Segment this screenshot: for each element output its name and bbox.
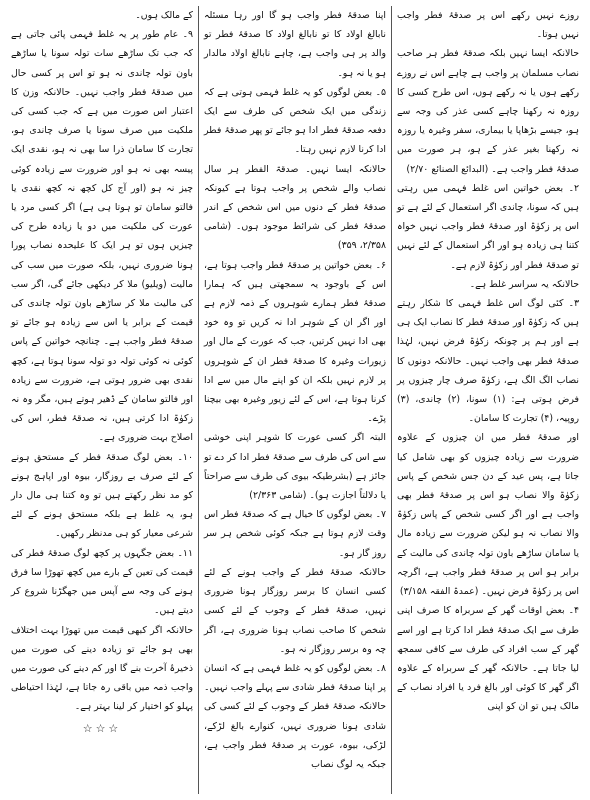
paragraph: اپنا صدقۂ فطر واجب ہو گا اور رہا مسئلہ نابالغ اولاد کا تو نابالغ اولاد کا صدقۂ فطر تو والد پر ہی واجب ہے، چاہے نابالغ اولاد مالدار ہو یا نہ ہو۔: [204, 10, 386, 79]
paragraph: ۷۔ بعض لوگوں کا خیال ہے کہ صدقۂ فطر اس وقت لازم ہوتا ہے جبکہ کوئی شخص ہر سر روز گار ہو۔: [204, 509, 386, 559]
paragraph: ۳۔ کئی لوگ اس غلط فہمی کا شکار رہتے ہیں کہ زکوٰۃ اور صدقۂ فطر کا نصاب ایک ہی ہے اور ہم پر چونکہ زکوٰۃ فرض نہیں، لہٰذا صدقۂ فطر بھی واجب نہیں۔ حالانکہ دونوں کا نصاب الگ الگ ہے، زکوٰۃ صرف چار چیزوں پر فرض ہوتی ہے: (۱) سونا، (۲) چاندی، (۳) روپیہ، (۴) تجارت کا سامان۔: [397, 298, 579, 425]
article-page: [6, 6, 584, 794]
paragraph: اور صدقۂ فطر میں ان چیزوں کے علاوہ ضرورت سے زیادہ چیزوں کو بھی شامل کیا جاتا ہے، پس عید کے دن جس شخص کے پاس زکوٰۃ والا نصاب ہو اس پر صدقۂ فطر بھی واجب ہے اور اگر کسی شخص کے پاس زکوٰۃ والا نصاب نہ ہو لیکن ضرورت سے زیادہ مال یا سامان ساڑھے باون تولہ چاندی کی مالیت کے برابر ہو اس پر صدقۂ فطر واجب ہے، اگرچہ اس پر زکوٰۃ فرض نہیں۔ (عمدۃ الفقہ ۳/۱۵۸): [397, 432, 579, 598]
paragraph: ۴۔ بعض اوقات گھر کے سربراہ کا صرف اپنی طرف سے ایک صدقۂ فطر ادا کرتا ہے اور اسے گھر کے سب افراد کی طرف سے کافی سمجھ لیا جاتا ہے۔ حالانکہ گھر کے سربراہ کے علاوہ اگر گھر کا کوئی اور بالغ فرد یا افراد نصاب کے مالک ہیں تو ان کو اپنی: [397, 605, 579, 713]
paragraph: حالانکہ اگر کبھی قیمت میں تھوڑا بہت اختلاف بھی ہو جائے تو زیادہ دینے کی صورت میں ذخیرۂ آخرت بنے گا اور کم دینے کی صورت میں واجب ذمہ میں باقی رہ جاتا ہے، لہٰذا احتیاطی پہلو کو اختیار کر لینا بہتر ہے۔: [11, 624, 193, 713]
column-right: [392, 6, 584, 794]
paragraph: حالانکہ ایسا نہیں۔ صدقۃ الفطر ہر سال نصاب والے شخص پر واجب ہوتا ہے کیونکہ صدقۂ فطر کے دنوں میں اس شخص کے اندر صدقۂ فطر کی شرائط موجود ہوں۔ (شامی ۲/۳۵۸، ۳۵۹): [204, 163, 386, 252]
paragraph: ۸۔ بعض لوگوں کو یہ غلط فہمی ہے کہ انسان پر اپنا صدقۂ فطر شادی سے پہلے واجب نہیں۔ حالانکہ صدقۂ فطر کے وجوب کے لئے کسی کی شادی ہونا ضروری نہیں، کنوارے بالغ لڑکے، لڑکی، بیوہ، عورت پر صدقۂ فطر واجب ہے، جبکہ یہ لوگ نصاب: [204, 662, 386, 770]
paragraph: ۹۔ عام طور پر یہ غلط فہمی پائی جاتی ہے کہ جب تک ساڑھے سات تولہ سونا یا ساڑھے باون تولہ چاندی نہ ہو تو اس پر کسی حال میں صدقۂ فطر واجب نہیں۔ حالانکہ وزن کا اعتبار اس صورت میں ہے کہ جب کسی کی ملکیت میں صرف سونا یا صرف چاندی ہو، تجارت کا سامان ذرا سا بھی نہ ہو، نقدی ایک پیسہ بھی نہ ہو اور ضرورت سے زیادہ کوئی چیز نہ ہو (اور آج کل کچھ نہ کچھ نقدی یا فالتو سامان تو ہوتا ہی ہے) اگر کسی مرد یا عورت کی ملکیت میں دو یا زیادہ طرح کی چیزیں ہوں تو ہر ایک کا علیحدہ نصاب پورا ہونا ضروری نہیں، بلکہ صورت میں سب کی مالیت (ویلیو) ملا کر دیکھی جائے گی، اگر سب کی مالیت ملا کر ساڑھے باون تولہ چاندی کی قیمت کے برابر یا اس سے زیادہ ہو جائے تو صدقۂ فطر واجب ہے۔ چنانچہ خواتین کے پاس کوئی نہ کوئی تولہ دو تولہ سونا ہوتا ہے، کچھ نقدی بھی ضرور ہوتی ہے، ضرورت سے زیادہ اور فالتو سامان کے ڈھیر ہوتے ہیں، مگر وہ نہ زکوٰۃ ادا کرتی ہیں، نہ صدقۂ فطر، اس کی اصلاح بہت ضروری ہے۔: [11, 29, 193, 444]
paragraph: روزے نہیں رکھے اس پر صدقۂ فطر واجب نہیں ہوتا۔: [397, 10, 579, 41]
paragraph: حالانکہ صدقۂ فطر کے واجب ہونے کے لئے کسی انسان کا برسر روزگار ہونا ضروری نہیں، صدقۂ فطر کے وجوب کے لئے کسی شخص کا صاحب نصاب ہونا ضروری ہے، اگر چہ وہ برسر روزگار نہ ہو۔: [204, 566, 386, 655]
paragraph: ۶۔ بعض خواتین پر صدقۂ فطر واجب ہوتا ہے، اس کے باوجود یہ سمجھتی ہیں کہ ہمارا صدقۂ فطر ہمارے شوہروں کے ذمہ لازم ہے اور اگر ان کے شوہر ادا نہ کریں تو وہ خود بھی ادا نہیں کرتیں، جب کہ عورت کے مال اور زیورات وغیرہ کا صدقۂ فطر ان کے شوہروں پر لازم نہیں بلکہ ان کو اپنے مال میں سے ادا کرنا ہوتا ہے، اس کے لئے زیور وغیرہ بھی بیچنا پڑے۔: [204, 259, 386, 425]
paragraph: ۲۔ بعض خواتین اس غلط فہمی میں رہتی ہیں کہ سونا، چاندی اگر استعمال کے لئے ہے تو اس پر زکوٰۃ اور صدقۂ فطر واجب نہیں خواہ کتنا ہی زیادہ ہو اور اگر استعمال کے لئے نہیں تو صدقۂ فطر اور زکوٰۃ لازم ہے۔: [397, 182, 579, 271]
paragraph: کے مالک ہوں۔: [135, 10, 193, 21]
paragraph: حالانکہ ایسا نہیں بلکہ صدقۂ فطر ہر صاحب نصاب مسلمان پر واجب ہے چاہے اس نے روزے رکھے ہوں یا نہ رکھے ہوں، اس طرح کسی کا روزہ نہ رکھنا چاہے کسی عذر کی وجہ سے ہو، جیسے بڑھاپا یا بیماری، سفر وغیرہ یا روزہ نہ رکھنا بغیر عذر کے ہو، ہر صورت میں صدقۂ فطر واجب ہے۔ (البدائع الصنائع ۲/۷۰): [397, 48, 579, 175]
paragraph: حالانکہ یہ سراسر غلط ہے۔: [469, 278, 579, 290]
paragraph: ۱۰۔ بعض لوگ صدقۂ فطر کے مستحق ہونے کے لئے صرف بے روزگار، بیوہ اور اپاہج ہونے کو مد نظر رکھتے ہیں تو وہ کتنا ہی مال دار ہو، یہ غلط ہے بلکہ مستحق ہونے کے لئے شرعی معیار کو ہی مدنظر رکھیں۔: [11, 451, 193, 540]
column-middle: [199, 6, 392, 794]
paragraph: البتہ اگر کسی عورت کا شوہر اپنی خوشی سے اس کی طرف سے صدقۂ فطر ادا کر دے تو جائز ہے (بشرطیکہ بیوی کی طرف سے صراحتاً یا دلالتاً اجازت ہو)۔ (شامی ۲/۳۶۳): [204, 432, 386, 502]
paragraph: ۵۔ بعض لوگوں کو یہ غلط فہمی ہوتی ہے کہ زندگی میں ایک شخص کی طرف سے ایک دفعہ صدقۂ فطر ادا ہو جائے تو پھر صدقۂ فطر ادا کرنا لازم نہیں رہتا۔: [204, 86, 386, 156]
column-left: [6, 6, 199, 794]
end-of-article-stars: ☆☆☆: [82, 721, 122, 735]
paragraph: ۱۱۔ بعض جگہوں پر کچھ لوگ صدقۂ فطر کی قیمت کی تعین کے بارے میں کچھ تھوڑا سا فرق ہونے کی وجہ سے آپس میں جھگڑنا شروع کر دیتے ہیں۔: [11, 547, 193, 617]
